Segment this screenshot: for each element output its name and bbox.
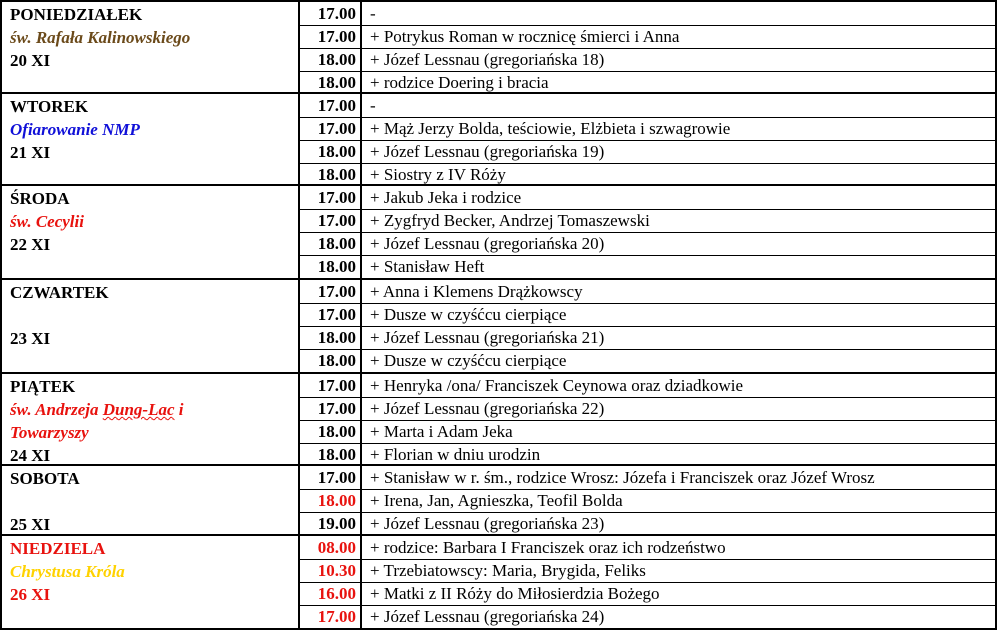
feast-name: Chrystusa Króla: [10, 562, 125, 581]
mass-time: 17.00: [317, 607, 356, 626]
mass-time: 10.30: [317, 561, 356, 580]
mass-time: 17.00: [317, 399, 356, 418]
mass-time: 17.00: [317, 188, 356, 207]
day-cell: [10, 281, 292, 350]
day-cell: [10, 375, 292, 467]
mass-row: [300, 94, 995, 118]
day-date: 20 XI: [10, 51, 51, 70]
feast-name: [10, 490, 292, 513]
mass-row: [300, 443, 995, 466]
day-name: PIĄTEK: [10, 377, 76, 396]
mass-time: 18.00: [317, 328, 356, 347]
mass-intention: + Irena, Jan, Agnieszka, Teofil Bolda: [370, 491, 623, 510]
day-cell: [10, 187, 292, 256]
day-block: [0, 0, 997, 94]
feast-name: Ofiarowanie NMP: [10, 120, 140, 139]
mass-intention: + Trzebiatowscy: Maria, Brygida, Feliks: [370, 561, 646, 580]
feast-name: św. Andrzeja Dung-Lac i Towarzyszy: [10, 400, 184, 442]
mass-time: 19.00: [317, 514, 356, 533]
mass-time: 17.00: [317, 305, 356, 324]
mass-row: [300, 374, 995, 398]
mass-row: [300, 71, 995, 94]
mass-time: 17.00: [317, 211, 356, 230]
day-date: 26 XI: [10, 585, 51, 604]
mass-time: 18.00: [317, 142, 356, 161]
mass-row: [300, 349, 995, 372]
mass-intention: + Mąż Jerzy Bolda, teściowie, Elżbieta i szwagrowie: [370, 119, 731, 138]
mass-row: [300, 48, 995, 72]
mass-row: [300, 25, 995, 49]
mass-intention: -: [370, 96, 376, 115]
mass-intention: + rodzice: Barbara I Franciszek oraz ich rodzeństwo: [370, 538, 726, 557]
day-block: [0, 466, 997, 536]
mass-intention: + Józef Lessnau (gregoriańska 19): [370, 142, 605, 161]
day-block: [0, 280, 997, 374]
mass-row: [300, 232, 995, 256]
mass-time: 17.00: [317, 376, 356, 395]
mass-intention: + rodzice Doering i bracia: [370, 73, 549, 92]
feast-name: św. Cecylii: [10, 212, 84, 231]
mass-intention: + Matki z II Róży do Miłosierdzia Bożego: [370, 584, 660, 603]
mass-intention: + Jakub Jeka i rodzice: [370, 188, 522, 207]
mass-intention: + Potrykus Roman w rocznicę śmierci i Anna: [370, 27, 680, 46]
mass-row: [300, 582, 995, 606]
day-name: CZWARTEK: [10, 283, 109, 302]
mass-row: [300, 559, 995, 583]
day-cell: [10, 467, 292, 536]
mass-intention: + Henryka /ona/ Franciszek Ceynowa oraz dziadkowie: [370, 376, 744, 395]
mass-intention: + Dusze w czyśćcu cierpiące: [370, 351, 567, 370]
day-name: NIEDZIELA: [10, 539, 106, 558]
mass-time: 17.00: [317, 468, 356, 487]
mass-intention: + Marta i Adam Jeka: [370, 422, 513, 441]
mass-row: [300, 536, 995, 560]
feast-name: [10, 304, 292, 327]
day-block: [0, 186, 997, 280]
mass-intention: + Stanisław Heft: [370, 257, 485, 276]
mass-intention: + Józef Lessnau (gregoriańska 21): [370, 328, 605, 347]
mass-row: [300, 489, 995, 513]
mass-time: 16.00: [317, 584, 356, 603]
mass-time: 08.00: [317, 538, 356, 557]
day-name: ŚRODA: [10, 189, 70, 208]
mass-time: 18.00: [317, 234, 356, 253]
mass-row: [300, 2, 995, 26]
day-block: [0, 94, 997, 186]
feast-name: św. Rafała Kalinowskiego: [10, 28, 191, 47]
day-cell: [10, 95, 292, 164]
mass-intention: + Józef Lessnau (gregoriańska 22): [370, 399, 605, 418]
mass-time: 17.00: [317, 282, 356, 301]
mass-intention: + Florian w dniu urodzin: [370, 445, 541, 464]
mass-time: 18.00: [317, 351, 356, 370]
day-date: 23 XI: [10, 329, 51, 348]
mass-intention: + Józef Lessnau (gregoriańska 23): [370, 514, 605, 533]
mass-row: [300, 186, 995, 210]
mass-row: [300, 255, 995, 278]
mass-intention: -: [370, 4, 376, 23]
day-date: 21 XI: [10, 143, 51, 162]
mass-row: [300, 326, 995, 350]
mass-time: 18.00: [317, 491, 356, 510]
day-name: PONIEDZIAŁEK: [10, 5, 143, 24]
mass-row: [300, 466, 995, 490]
day-block: [0, 536, 997, 630]
day-date: 22 XI: [10, 235, 51, 254]
mass-intention: + Józef Lessnau (gregoriańska 20): [370, 234, 605, 253]
mass-time: 17.00: [317, 4, 356, 23]
day-block: [0, 374, 997, 466]
mass-row: [300, 397, 995, 421]
mass-intention: + Siostry z IV Róży: [370, 165, 506, 184]
mass-time: 18.00: [317, 165, 356, 184]
mass-intention: + Józef Lessnau (gregoriańska 24): [370, 607, 605, 626]
mass-intention: + Józef Lessnau (gregoriańska 18): [370, 50, 605, 69]
mass-row: [300, 605, 995, 628]
mass-intention: + Dusze w czyśćcu cierpiące: [370, 305, 567, 324]
mass-time: 18.00: [317, 445, 356, 464]
mass-intention: + Stanisław w r. śm., rodzice Wrosz: Józefa i Franciszek oraz Józef Wrosz: [370, 468, 875, 487]
mass-time: 18.00: [317, 50, 356, 69]
mass-row: [300, 280, 995, 304]
mass-row: [300, 209, 995, 233]
day-name: WTOREK: [10, 97, 89, 116]
day-date: 24 XI: [10, 446, 51, 465]
day-cell: [10, 3, 292, 72]
day-date: 25 XI: [10, 515, 51, 534]
mass-intention: + Zygfryd Becker, Andrzej Tomaszewski: [370, 211, 650, 230]
mass-time: 17.00: [317, 119, 356, 138]
mass-row: [300, 117, 995, 141]
day-cell: [10, 537, 292, 606]
mass-time: 18.00: [317, 422, 356, 441]
mass-row: [300, 163, 995, 186]
mass-time: 18.00: [317, 73, 356, 92]
mass-row: [300, 420, 995, 444]
mass-row: [300, 512, 995, 535]
mass-row: [300, 303, 995, 327]
mass-time: 17.00: [317, 27, 356, 46]
mass-time: 18.00: [317, 257, 356, 276]
mass-time: 17.00: [317, 96, 356, 115]
mass-intention: + Anna i Klemens Drążkowscy: [370, 282, 583, 301]
mass-row: [300, 140, 995, 164]
day-name: SOBOTA: [10, 469, 80, 488]
